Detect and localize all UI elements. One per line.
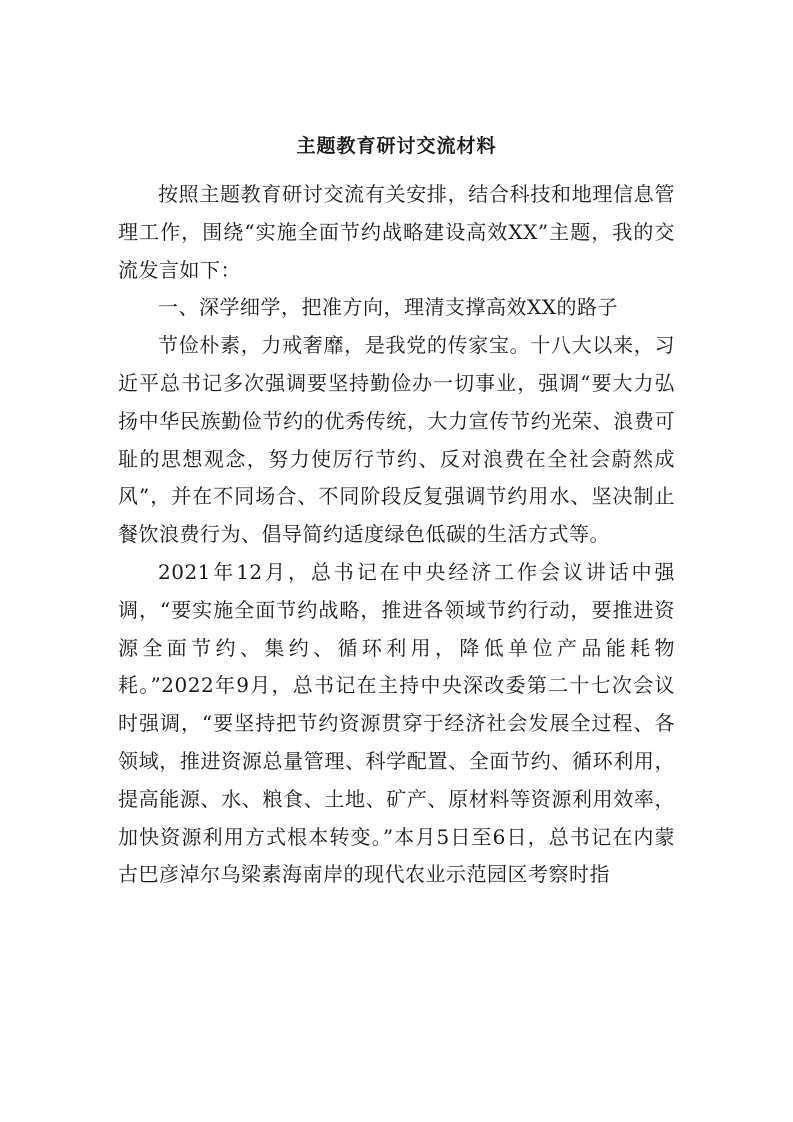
body-paragraph: 节俭朴素，力戒奢靡，是我党的传家宝。十八大以来，习近平总书记多次强调要坚持勤俭办一切事业，强调“要大力弘扬中华民族勤俭节约的优秀传统，大力宣传节约光荣、浪费可耻的思想观念，努力使厉行节约、反对浪费在全社会蔚然成风”，并在不同场合、不同阶段反复强调节约用水、坚决制止餐饮浪费行为、倡导简约适度绿色低碳的生活方式等。 — [118, 333, 675, 547]
document-title: 主题教育研讨交流材料 — [296, 135, 497, 157]
body-paragraph: 2021年12月，总书记在中央经济工作会议讲话中强调，“要实施全面节约战略，推进各领域节约行动，要推进资源全面节约、集约、循环利用，降低单位产品能耗物耗。”2022年9月，总书记在主持中央深改委第二十七次会议时强调，“要坚持把节约资源贯穿于经济社会发展全过程、各领域，推进资源总量管理、科学配置、全面节约、循环利用，提高能源、水、粮食、土地、矿产、原材料等资源利用效率，加快资源利用方式根本转变。”本月5日至6日，总书记在内蒙古巴彦淖尔乌梁素海南岸的现代农业示范园区考察时指 — [118, 559, 675, 887]
intro-paragraph: 按照主题教育研讨交流有关安排，结合科技和地理信息管理工作，围绕“实施全面节约战略建设高效XX”主题，我的交流发言如下： — [118, 182, 675, 282]
section-heading: 一、深学细学，把准方向，理清支撑高效XX的路子 — [158, 295, 618, 320]
document-page — [118, 128, 675, 894]
